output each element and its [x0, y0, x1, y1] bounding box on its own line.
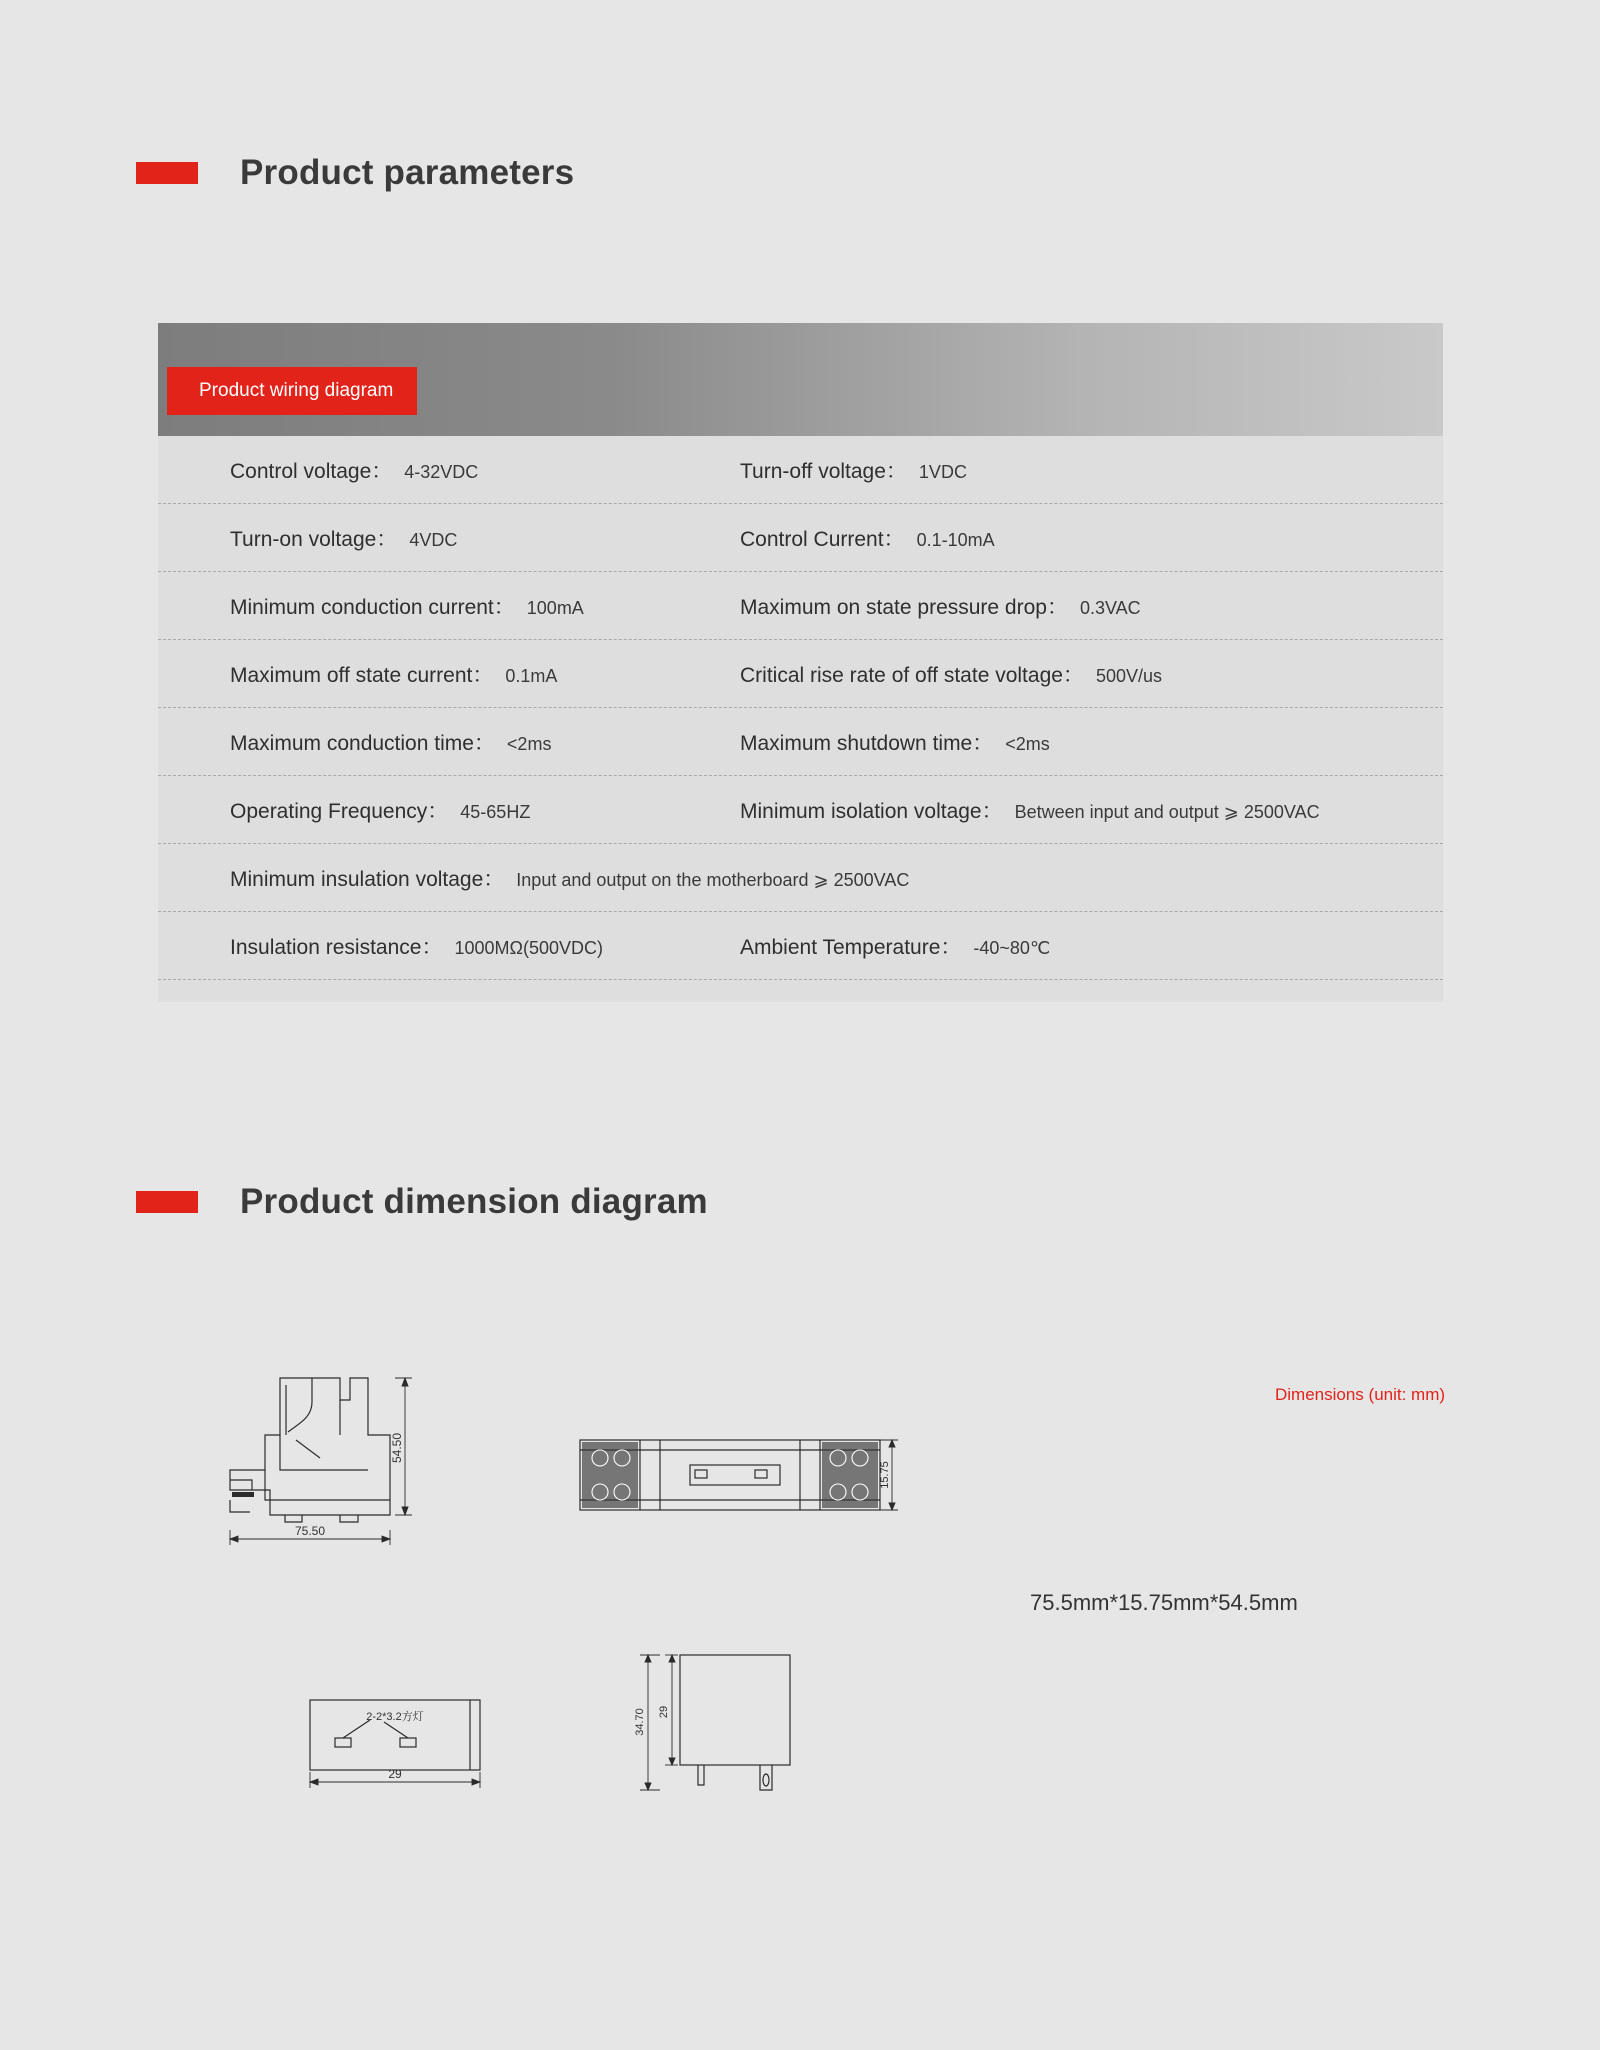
side-view-height-label: 54.50: [390, 1432, 404, 1464]
param-cell: [158, 455, 728, 485]
param-label: Turn-on voltage：: [230, 527, 398, 551]
side-view-svg: [190, 1340, 520, 1570]
drawing-bottom-view: [300, 1690, 510, 1805]
param-cell: [728, 523, 1443, 553]
param-value: 100mA: [526, 597, 584, 618]
table-row: [158, 708, 1443, 776]
param-value: 1000MΩ(500VDC): [454, 937, 603, 958]
front-view-inner-height-label: 29: [658, 1705, 670, 1719]
top-view-svg: [570, 1420, 910, 1550]
bottom-view-callout: 2-2*3.2方灯: [366, 1711, 424, 1723]
table-row: [158, 436, 1443, 504]
param-label: Minimum conduction current：: [230, 595, 515, 619]
param-cell: [158, 591, 728, 621]
overall-size-text: 75.5mm*15.75mm*54.5mm: [1030, 1590, 1298, 1615]
param-value: 0.1mA: [505, 665, 558, 686]
param-cell: [728, 455, 1443, 485]
param-value: 0.1-10mA: [916, 529, 995, 550]
param-cell: [728, 659, 1443, 689]
parameters-card: [158, 323, 1443, 1002]
param-cell: [158, 931, 728, 961]
param-label: Critical rise rate of off state voltage：: [740, 663, 1084, 687]
param-label: Control Current：: [740, 527, 905, 551]
section-heading-parameters: [136, 153, 574, 193]
param-cell: [158, 523, 728, 553]
section-heading-dimension: [136, 1182, 708, 1222]
param-value: 4VDC: [409, 529, 458, 550]
param-cell: [728, 795, 1443, 825]
table-row: [158, 844, 1443, 912]
param-value: 0.3VAC: [1079, 597, 1141, 618]
heading-dash-icon: [136, 1191, 198, 1213]
parameters-table: [158, 436, 1443, 980]
table-row: [158, 572, 1443, 640]
drawing-front-view: [620, 1640, 840, 1815]
param-cell: [728, 591, 1443, 621]
param-label: Ambient Temperature：: [740, 935, 962, 959]
top-view-height-label: 15.75: [879, 1461, 891, 1489]
param-value: Between input and output ⩾ 2500VAC: [1014, 801, 1320, 822]
table-row: [158, 776, 1443, 844]
table-row: [158, 640, 1443, 708]
param-label: Maximum shutdown time：: [740, 731, 994, 755]
param-cell: [728, 727, 1443, 757]
dimension-title: Product dimension diagram: [240, 1182, 708, 1221]
param-value: 1VDC: [918, 461, 967, 482]
heading-dash-icon: [136, 162, 198, 184]
param-value: 4-32VDC: [404, 461, 479, 482]
param-value: -40~80℃: [973, 937, 1051, 958]
param-cell: [728, 931, 1443, 961]
param-label: Control voltage：: [230, 459, 393, 483]
drawing-top-view: [570, 1420, 910, 1555]
param-cell: [158, 863, 1443, 893]
side-view-width-label: 75.50: [294, 1524, 326, 1538]
param-cell: [158, 727, 728, 757]
param-label: Maximum conduction time：: [230, 731, 495, 755]
param-value: <2ms: [506, 733, 552, 754]
table-row: [158, 912, 1443, 980]
front-view-outer-height-label: 34.70: [634, 1708, 646, 1736]
bottom-view-svg: [300, 1690, 510, 1800]
wiring-diagram-tab: Product wiring diagram: [167, 367, 417, 415]
param-label: Minimum insulation voltage：: [230, 867, 505, 891]
param-value: Input and output on the motherboard ⩾ 2500VAC: [516, 869, 910, 890]
wiring-diagram-bar: [158, 323, 1443, 436]
param-label: Turn-off voltage：: [740, 459, 907, 483]
dimension-unit-note: Dimensions (unit: mm): [1275, 1385, 1446, 1404]
param-cell: [158, 795, 728, 825]
param-cell: [158, 659, 728, 689]
bottom-view-width-label: 29: [388, 1767, 402, 1781]
front-view-svg: [620, 1640, 840, 1810]
page-title: Product parameters: [240, 153, 575, 192]
param-label: Maximum on state pressure drop：: [740, 595, 1068, 619]
param-value: 45-65HZ: [460, 801, 531, 822]
param-value: 500V/us: [1095, 665, 1162, 686]
param-label: Insulation resistance：: [230, 935, 443, 959]
param-value: <2ms: [1005, 733, 1050, 754]
param-label: Operating Frequency：: [230, 799, 449, 823]
table-row: [158, 504, 1443, 572]
drawing-side-view: [190, 1340, 520, 1575]
param-label: Minimum isolation voltage：: [740, 799, 1003, 823]
param-label: Maximum off state current：: [230, 663, 494, 687]
